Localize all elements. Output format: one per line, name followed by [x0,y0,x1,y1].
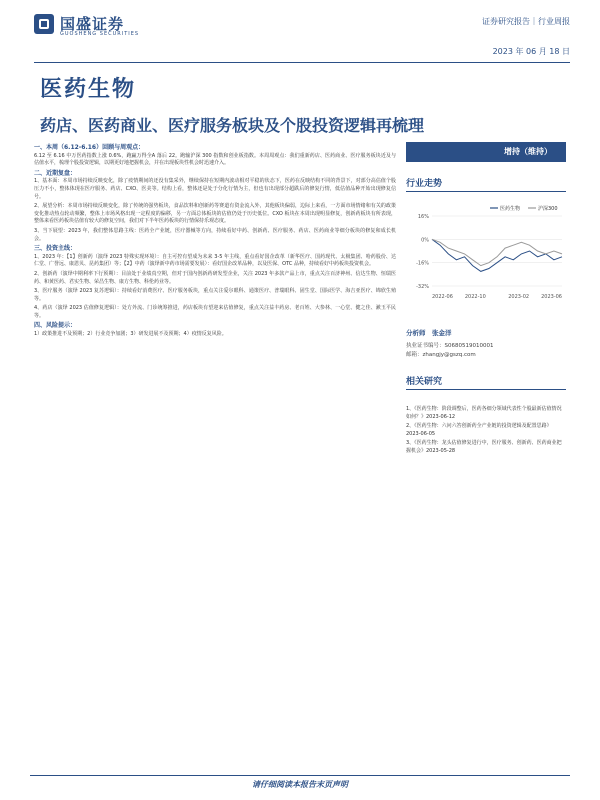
series-line [432,239,562,265]
analyst-info [406,342,566,360]
y-tick-label: -16% [416,260,429,267]
paragraph: 4、药店（演绎 2023 估值修复逻辑）：处方外流、门诊统筹推进，药店板块有望迎来估值修复，重点关注益丰药房、老百姓、大参林、一心堂、健之佳、漱玉平民等。 [34,305,396,319]
series-line [432,239,562,271]
trend-chart [406,202,566,302]
company-name-en: GUOSHENG SECURITIES [60,31,140,37]
company-name: 国盛证券 [60,15,125,33]
report-title: 药店、医药商业、医疗服务板块及个股投资逻辑再梳理 [40,116,425,135]
header-divider [34,62,570,63]
report-type: 证券研究报告｜行业周报 [482,17,570,26]
license-number: 执业证书编号：S0680519010001 [406,343,494,349]
paragraph: 1、基本面：本周市场持续反映变化，除了疫情期间的还没有集采外，继续保持在短期内波动相对平稳的状态下，医药在反映结构不同的背景下，对部分高估值个股压力不小，整体体现在医疗服务、药店、CXO、医美等。结构上看，整体还是处于分化行情为主，但也有出现部分超跌后的修复行情，低估值品种开始出现修复信号。 [34,178,396,200]
legend-label: 医药生物 [500,206,521,212]
related-list [406,406,566,455]
related-heading: 相关研究 [406,374,566,390]
main-content [34,142,396,341]
trend-heading: 行业走势 [406,176,566,192]
paragraph: 3、医疗服务（演绎 2023 复苏逻辑）：持续看好消费医疗、医疗服务板块，重点关注爱尔眼科、通策医疗、普瑞眼科、固生堂、国际医学、海吉亚医疗、锦欣生殖等。 [34,288,396,302]
related-item[interactable]: 3、《医药生物：龙头估值修复进行中，医疗服务、创新药、医药商业把握机会》2023-05-28 [406,440,562,454]
sector-title: 医药生物 [40,77,137,102]
paragraph: 2、创新药（演绎中期利率下行预期）：目前处于业绩真空期，但对于国内创新药研发型企业，关注 2023 年多款产品上市，重点关注百济神州、信达生物、恒瑞医药、和黄医药、君实生物、荣昌生物、康方生物、科伦药业等。 [34,270,396,285]
y-tick-label: -32% [416,284,429,290]
related-item[interactable]: 1、《医药生物：阶段调整后，医药各细分领域代表性个股最新估值情况如何？》2023-06-12 [406,406,562,420]
trend-chart-svg [406,202,566,302]
analyst-email[interactable]: 邮箱：zhangjy@gszq.com [406,352,476,358]
y-tick-label: 0% [421,237,429,244]
section-heading: 二、近期复盘： [34,169,77,177]
x-tick-label: 2023-06 [541,294,562,300]
footer-divider [30,775,570,776]
paragraph: 1、2023 年：【1】创新药（演绎 2023 特殊实现环境）：自主可控有望成为未来 3-5 年主线，重点看好国企改革（新华医疗、国药现代、太极集团、哈药股份、达仁堂、广誉远、康恩贝、昆药集团）等；【2】中药（演绎新中药市场需要发展）：看好国企改革品种，以及医保、OTC 品种，持续看好中药板块投资机会。 [34,253,396,268]
legend-label: 沪深300 [538,206,558,212]
logo-icon [34,14,54,34]
section-heading: 三、投资主线： [34,245,77,253]
paragraph: 2、展望分析：本周市场持续反映变化，除了传统的强势板块，食品饮料和创新药等赛道有资金流入外，其他板块偏弱，边际上来看，一方面市场情绪和有关的政策变化推动热点轮动频繁，整体上市场风格出现一定程度的偏移，另一方面总体板块的估值仍处于历史低位。CXO 板块在本周出现明显修复，创新药板块有所表现，整体来看医药板块估值有较大的修复空间，我们对下半年医药板块的行情保持乐观态度。 [34,203,396,225]
related-item[interactable]: 2、《医药生物：六问六答创新药全产业链的投资逻辑及配置思路》2023-06-05 [406,423,552,437]
analyst-name: 分析师 张金洋 [406,329,452,337]
section-heading: 四、风险提示： [34,322,77,330]
footer-note: 请仔细阅读本报告末页声明 [252,780,348,789]
x-tick-label: 2022-06 [432,294,453,300]
y-tick-label: 16% [417,214,429,220]
x-tick-label: 2023-02 [508,294,530,300]
paragraph: 3、当下展望：2023 年，我们整体思路主线：医药全产业链，医疗器械等方向，持续看好中药、创新药、医疗服务、药店、医药商业等细分板块的修复和成长机会。 [34,227,396,242]
section-heading: 一、本周（6.12-6.16）回顾与周观点： [34,144,145,151]
sidebar [406,142,566,457]
paragraph: 6.12 至 6.16 中万医药指数上涨 0.6%，跑赢万得全A 落后 22。跑输沪深 300 指数和创业板指数。本周周观点：我们重新药店、医药商业、医疗服务板块近及与估值水平，梳理个股投资逻辑，以期更好地把握机会，并在出现板块性机会时迅速介入。 [34,152,396,167]
paragraph: 1）政策推进不及预期；2）行业竞争加剧；3）研发进展不及预期；4）疫情反复风险。 [34,331,227,338]
report-date: 2023 年 06 月 18 日 [492,47,570,56]
rating-badge: 增持（维持） [406,142,566,162]
x-tick-label: 2022-10 [464,294,486,300]
